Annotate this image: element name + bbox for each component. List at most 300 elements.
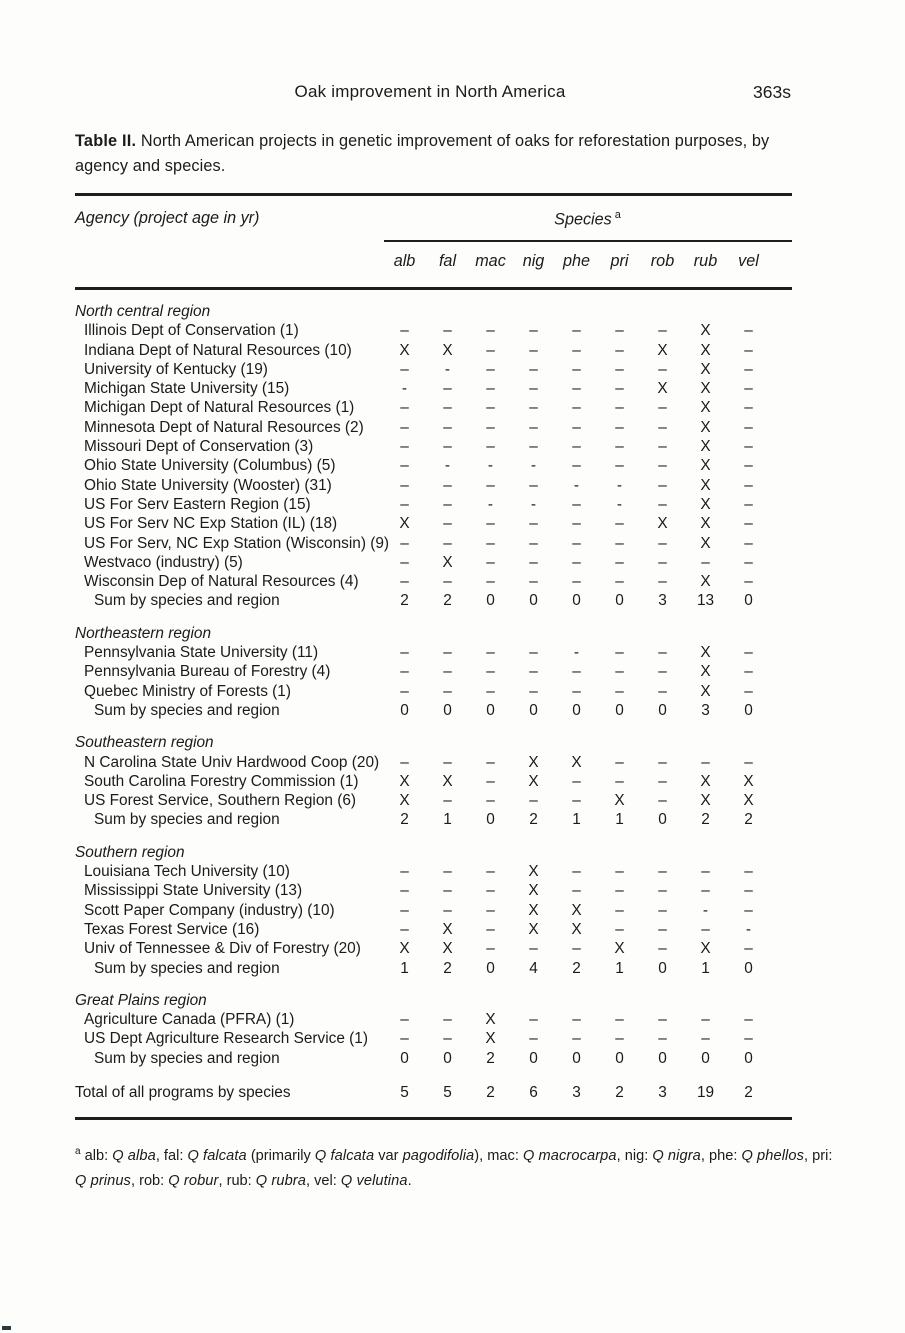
table-cell: X [700, 341, 711, 359]
table-cell: – [529, 418, 538, 436]
table-cell: – [443, 515, 452, 533]
table-cell: X [700, 573, 711, 591]
table-cell: X [571, 920, 582, 938]
table-cell: – [400, 663, 409, 681]
species-latin-name: Q alba [112, 1147, 156, 1164]
table-cell: 0 [658, 1049, 667, 1067]
row-label: Sum by species and region [94, 1049, 280, 1067]
table-cell: – [572, 553, 581, 571]
table-cell: – [486, 863, 495, 881]
table-cell: – [658, 753, 667, 771]
agency-row [75, 1010, 792, 1029]
table-cell: – [658, 682, 667, 700]
table-cell: 0 [658, 959, 667, 977]
agency-row [75, 920, 792, 939]
table-cell: X [528, 863, 539, 881]
agency-row [75, 862, 792, 881]
row-label: Pennsylvania State University (11) [84, 644, 319, 662]
table-cell: – [615, 863, 624, 881]
table-cell: - [616, 476, 623, 494]
table-cell: – [486, 399, 495, 417]
table-cell: X [700, 457, 711, 475]
table-cell: – [529, 940, 538, 958]
table-cell: – [400, 863, 409, 881]
agency-row [75, 534, 792, 553]
agency-row [75, 418, 792, 437]
table-cell: X [700, 940, 711, 958]
table-cell: 0 [572, 701, 581, 719]
table-cell: – [572, 495, 581, 513]
row-label: Louisiana Tech University (10) [84, 863, 290, 881]
column-header: pri [610, 252, 629, 270]
table-cell: – [744, 553, 753, 571]
table-cell: 0 [744, 1049, 753, 1067]
row-label: Missouri Dept of Conservation (3) [84, 438, 314, 456]
table-caption [75, 129, 812, 178]
table-cell: – [572, 663, 581, 681]
table-cell: 2 [443, 959, 452, 977]
table-cell: 4 [529, 959, 538, 977]
table-cell: – [658, 863, 667, 881]
table-cell: – [486, 792, 495, 810]
table-cell: – [486, 772, 495, 790]
table-cell: – [615, 1011, 624, 1029]
table-cell: 1 [615, 959, 624, 977]
table-cell: – [572, 1011, 581, 1029]
row-label: Sum by species and region [94, 701, 280, 719]
region-row [75, 624, 792, 643]
table-cell: X [399, 515, 410, 533]
table-cell: – [701, 753, 710, 771]
table-cell: – [615, 901, 624, 919]
row-label: Westvaco (industry) (5) [84, 553, 243, 571]
species-group-header [383, 209, 792, 240]
table-cell: – [658, 1030, 667, 1048]
table-cell: – [744, 476, 753, 494]
table-cell: 0 [744, 592, 753, 610]
table-cell: – [529, 682, 538, 700]
table-cell: 2 [529, 811, 538, 829]
table-cell: X [528, 920, 539, 938]
sum-row [75, 959, 792, 978]
table-cell: – [658, 476, 667, 494]
table-cell: – [658, 792, 667, 810]
table-cell: - [530, 457, 537, 475]
table-cell: – [572, 399, 581, 417]
table-cell: – [658, 360, 667, 378]
footnote [75, 1139, 833, 1194]
table-cell: – [400, 573, 409, 591]
table-cell: – [658, 534, 667, 552]
agency-row [75, 791, 792, 810]
table-cell: – [529, 322, 538, 340]
table-cell: 2 [486, 1083, 495, 1101]
table-cell: – [744, 753, 753, 771]
table-cell: – [744, 341, 753, 359]
agency-row [75, 1029, 792, 1048]
table-cell: - [444, 360, 451, 378]
table-cell: 2 [744, 811, 753, 829]
row-label: US Forest Service, Southern Region (6) [84, 792, 357, 810]
table-cell: X [700, 682, 711, 700]
table-cell: 0 [443, 1049, 452, 1067]
row-label: Pennsylvania Bureau of Forestry (4) [84, 663, 331, 681]
table-cell: X [743, 792, 754, 810]
table-cell: – [572, 534, 581, 552]
agency-row [75, 939, 792, 958]
table-cell: – [486, 476, 495, 494]
table-cell: – [529, 573, 538, 591]
table-cell: – [658, 322, 667, 340]
table-cell: – [443, 644, 452, 662]
table-cell: 1 [615, 811, 624, 829]
table-cell: – [529, 360, 538, 378]
table-cell: – [400, 1011, 409, 1029]
table-cell: 0 [400, 701, 409, 719]
table-cell: 2 [400, 811, 409, 829]
region-row [75, 302, 792, 321]
table-cell: – [701, 1011, 710, 1029]
agency-row [75, 341, 792, 360]
table-cell: – [486, 360, 495, 378]
agency-row [75, 901, 792, 920]
table-cell: – [486, 753, 495, 771]
table-cell: – [615, 341, 624, 359]
table-cell: – [615, 399, 624, 417]
table-cell: – [529, 341, 538, 359]
table-cell: – [615, 418, 624, 436]
table-cell: – [529, 476, 538, 494]
table-cell: – [572, 438, 581, 456]
table-cell: 0 [572, 1049, 581, 1067]
table-cell: 3 [572, 1083, 581, 1101]
table-cell: – [486, 663, 495, 681]
table-cell: 19 [696, 1083, 715, 1101]
table-cell: - [401, 380, 408, 398]
table-cell: 0 [744, 959, 753, 977]
table-cell: 0 [529, 1049, 538, 1067]
table-cell: – [443, 1030, 452, 1048]
column-header: rob [650, 252, 675, 270]
table-cell: – [615, 380, 624, 398]
table-cell: X [614, 940, 625, 958]
table-cell: – [615, 753, 624, 771]
table-cell: X [528, 901, 539, 919]
row-label: Scott Paper Company (industry) (10) [84, 901, 335, 919]
table-cell: – [443, 1011, 452, 1029]
table-cell: – [529, 1030, 538, 1048]
table-cell: – [658, 495, 667, 513]
table-cell: – [615, 663, 624, 681]
table-cell: 0 [529, 701, 538, 719]
table-caption-text: North American projects in genetic improvement of oaks for reforestation purposes, by agency and species. [75, 132, 770, 175]
table-cell: – [658, 1011, 667, 1029]
agency-row [75, 398, 792, 417]
row-label: Sum by species and region [94, 592, 280, 610]
table-cell: – [572, 457, 581, 475]
table-cell: 0 [615, 592, 624, 610]
table-cell: X [399, 772, 410, 790]
table-cell: X [485, 1011, 496, 1029]
row-label: N Carolina State Univ Hardwood Coop (20) [84, 753, 380, 771]
table-cell: – [744, 940, 753, 958]
row-label: US For Serv NC Exp Station (IL) (18) [84, 515, 338, 533]
table-cell: 3 [658, 1083, 667, 1101]
table-cell: – [486, 682, 495, 700]
table-body [75, 290, 792, 1117]
footnote-segment: alb: [80, 1147, 113, 1164]
table-cell: – [443, 753, 452, 771]
agency-row [75, 514, 792, 533]
table-cell: 2 [744, 1083, 753, 1101]
running-head-title: Oak improvement in North America [294, 82, 566, 101]
species-latin-name: pagodifolia [402, 1147, 475, 1164]
table-cell: X [700, 438, 711, 456]
row-label: Quebec Ministry of Forests (1) [84, 682, 291, 700]
table-cell: 0 [486, 959, 495, 977]
table-cell: – [529, 644, 538, 662]
footnote-marker: a [75, 1146, 81, 1157]
row-label: South Carolina Forestry Commission (1) [84, 772, 359, 790]
table-cell: – [400, 553, 409, 571]
species-latin-name: Q velutina [340, 1172, 408, 1189]
table-cell: – [658, 438, 667, 456]
total-row [75, 1083, 792, 1102]
row-label: Total of all programs by species [75, 1083, 291, 1101]
table-cell: X [700, 515, 711, 533]
table-cell: – [658, 399, 667, 417]
footnote-segment: , nig: [616, 1147, 653, 1164]
agency-row [75, 476, 792, 495]
row-label: Northeastern region [75, 624, 212, 642]
table-cell: – [744, 901, 753, 919]
table-cell: X [442, 553, 453, 571]
row-label: Michigan State University (15) [84, 380, 290, 398]
table-cell: – [486, 882, 495, 900]
species-column-headers [75, 242, 792, 287]
table-cell: 0 [658, 701, 667, 719]
table-cell: – [615, 534, 624, 552]
table-cell: 5 [443, 1083, 452, 1101]
footnote-segment: (primarily [246, 1147, 315, 1164]
table-cell: – [486, 940, 495, 958]
sum-row [75, 591, 792, 610]
table-cell: X [657, 515, 668, 533]
table-cell: X [399, 792, 410, 810]
table-cell: 2 [572, 959, 581, 977]
row-label: Illinois Dept of Conservation (1) [84, 322, 299, 340]
sum-row [75, 810, 792, 829]
table-cell: 0 [744, 701, 753, 719]
table-cell: – [443, 901, 452, 919]
table-cell: 6 [529, 1083, 538, 1101]
footnote-segment: , vel: [305, 1172, 341, 1189]
table-cell: 2 [615, 1083, 624, 1101]
table-cell: – [615, 1030, 624, 1048]
column-header: fal [438, 252, 457, 270]
table-cell: – [658, 772, 667, 790]
species-group-header-text: Species [554, 210, 612, 229]
table-cell: - [573, 644, 580, 662]
table-cell: – [443, 495, 452, 513]
table-cell: – [744, 1011, 753, 1029]
table-cell: – [744, 863, 753, 881]
column-header: rub [693, 252, 718, 270]
table-cell: – [443, 476, 452, 494]
table-cell: 1 [572, 811, 581, 829]
table-cell: – [486, 573, 495, 591]
table-cell: – [572, 682, 581, 700]
table-cell: – [400, 495, 409, 513]
row-label: Texas Forest Service (16) [84, 920, 260, 938]
region-row [75, 733, 792, 752]
table-cell: X [700, 644, 711, 662]
table-cell: – [744, 1030, 753, 1048]
table-cell: – [658, 663, 667, 681]
row-label: Great Plains region [75, 991, 207, 1009]
table-cell: X [442, 772, 453, 790]
table-cell: – [701, 553, 710, 571]
agency-column-header: Agency (project age in yr) [75, 209, 260, 227]
row-label: Minnesota Dept of Natural Resources (2) [84, 418, 364, 436]
table-cell: – [486, 534, 495, 552]
row-label: Agriculture Canada (PFRA) (1) [84, 1011, 295, 1029]
table-cell: – [400, 753, 409, 771]
table-cell: – [658, 644, 667, 662]
scan-artifact [2, 1326, 11, 1330]
footnote-segment: , rub: [218, 1172, 256, 1189]
table-cell: 0 [486, 592, 495, 610]
table-cell: 13 [696, 592, 715, 610]
table-cell: – [744, 682, 753, 700]
table-cell: – [400, 322, 409, 340]
table-cell: – [400, 644, 409, 662]
table-cell: X [700, 663, 711, 681]
region-row [75, 991, 792, 1010]
table-cell: – [529, 399, 538, 417]
table-cell: - [616, 495, 623, 513]
table-cell: – [443, 663, 452, 681]
table [75, 193, 792, 1120]
footnote-segment: , phe: [700, 1147, 742, 1164]
table-cell: – [486, 438, 495, 456]
column-header: mac [475, 252, 506, 270]
row-label: Wisconsin Dep of Natural Resources (4) [84, 573, 359, 591]
table-cell: – [400, 534, 409, 552]
table-cell: - [487, 457, 494, 475]
table-cell: – [529, 534, 538, 552]
footnote-segment: , fal: [155, 1147, 188, 1164]
table-cell: - [487, 495, 494, 513]
agency-row [75, 643, 792, 662]
table-cell: 0 [529, 592, 538, 610]
row-label: Southeastern region [75, 734, 214, 752]
running-head [0, 82, 905, 104]
table-cell: X [700, 360, 711, 378]
row-label: Indiana Dept of Natural Resources (10) [84, 341, 352, 359]
table-cell: 2 [443, 592, 452, 610]
footnote-segment: . [407, 1172, 412, 1189]
table-header-row [75, 196, 792, 240]
table-cell: – [486, 901, 495, 919]
table-cell: 0 [400, 1049, 409, 1067]
table-cell: 0 [701, 1049, 710, 1067]
table-cell: – [615, 682, 624, 700]
table-cell: – [701, 1030, 710, 1048]
table-cell: X [700, 380, 711, 398]
table-cell: X [700, 418, 711, 436]
table-cell: – [443, 322, 452, 340]
table-cell: – [744, 322, 753, 340]
row-label: North central region [75, 303, 211, 320]
species-latin-name: Q nigra [652, 1147, 701, 1164]
table-cell: – [443, 534, 452, 552]
table-cell: - [573, 476, 580, 494]
table-cell: – [572, 1030, 581, 1048]
table-cell: – [572, 940, 581, 958]
species-latin-name: Q falcata [314, 1147, 375, 1164]
table-cell: X [442, 940, 453, 958]
row-label: Southern region [75, 843, 185, 861]
table-cell: – [486, 553, 495, 571]
region-row [75, 843, 792, 862]
table-cell: 1 [400, 959, 409, 977]
row-label: US For Serv Eastern Region (15) [84, 495, 311, 513]
table-cell: X [571, 901, 582, 919]
agency-row [75, 753, 792, 772]
table-cell: – [572, 863, 581, 881]
table-cell: – [443, 418, 452, 436]
table-cell: – [744, 644, 753, 662]
table-cell: – [744, 534, 753, 552]
table-cell: – [529, 380, 538, 398]
table-cell: – [744, 663, 753, 681]
table-cell: 0 [615, 701, 624, 719]
table-cell: X [700, 534, 711, 552]
table-cell: 5 [400, 1083, 409, 1101]
footnote-segment: , rob: [130, 1172, 169, 1189]
table-cell: X [700, 792, 711, 810]
table-cell: – [400, 882, 409, 900]
table-cell: – [400, 901, 409, 919]
column-header: nig [522, 252, 545, 270]
species-latin-name: Q macrocarpa [522, 1147, 617, 1164]
agency-row [75, 495, 792, 514]
table-cell: X [700, 476, 711, 494]
table-cell: X [743, 772, 754, 790]
row-label: Sum by species and region [94, 811, 280, 829]
footnote-segment: , pri: [804, 1147, 833, 1164]
agency-row [75, 456, 792, 475]
table-cell: – [572, 341, 581, 359]
table-cell: X [614, 792, 625, 810]
row-label: US Dept Agriculture Research Service (1) [84, 1030, 368, 1048]
table-cell: – [744, 573, 753, 591]
table-cell: – [572, 515, 581, 533]
table-cell: X [657, 380, 668, 398]
table-cell: – [744, 495, 753, 513]
agency-row [75, 437, 792, 456]
table-cell: X [571, 753, 582, 771]
table-cell: - [530, 495, 537, 513]
table-cell: – [529, 792, 538, 810]
table-cell: – [744, 457, 753, 475]
table-cell: – [486, 341, 495, 359]
table-cell: – [572, 360, 581, 378]
table-cell: X [399, 940, 410, 958]
table-cell: – [572, 772, 581, 790]
table-cell: – [572, 573, 581, 591]
